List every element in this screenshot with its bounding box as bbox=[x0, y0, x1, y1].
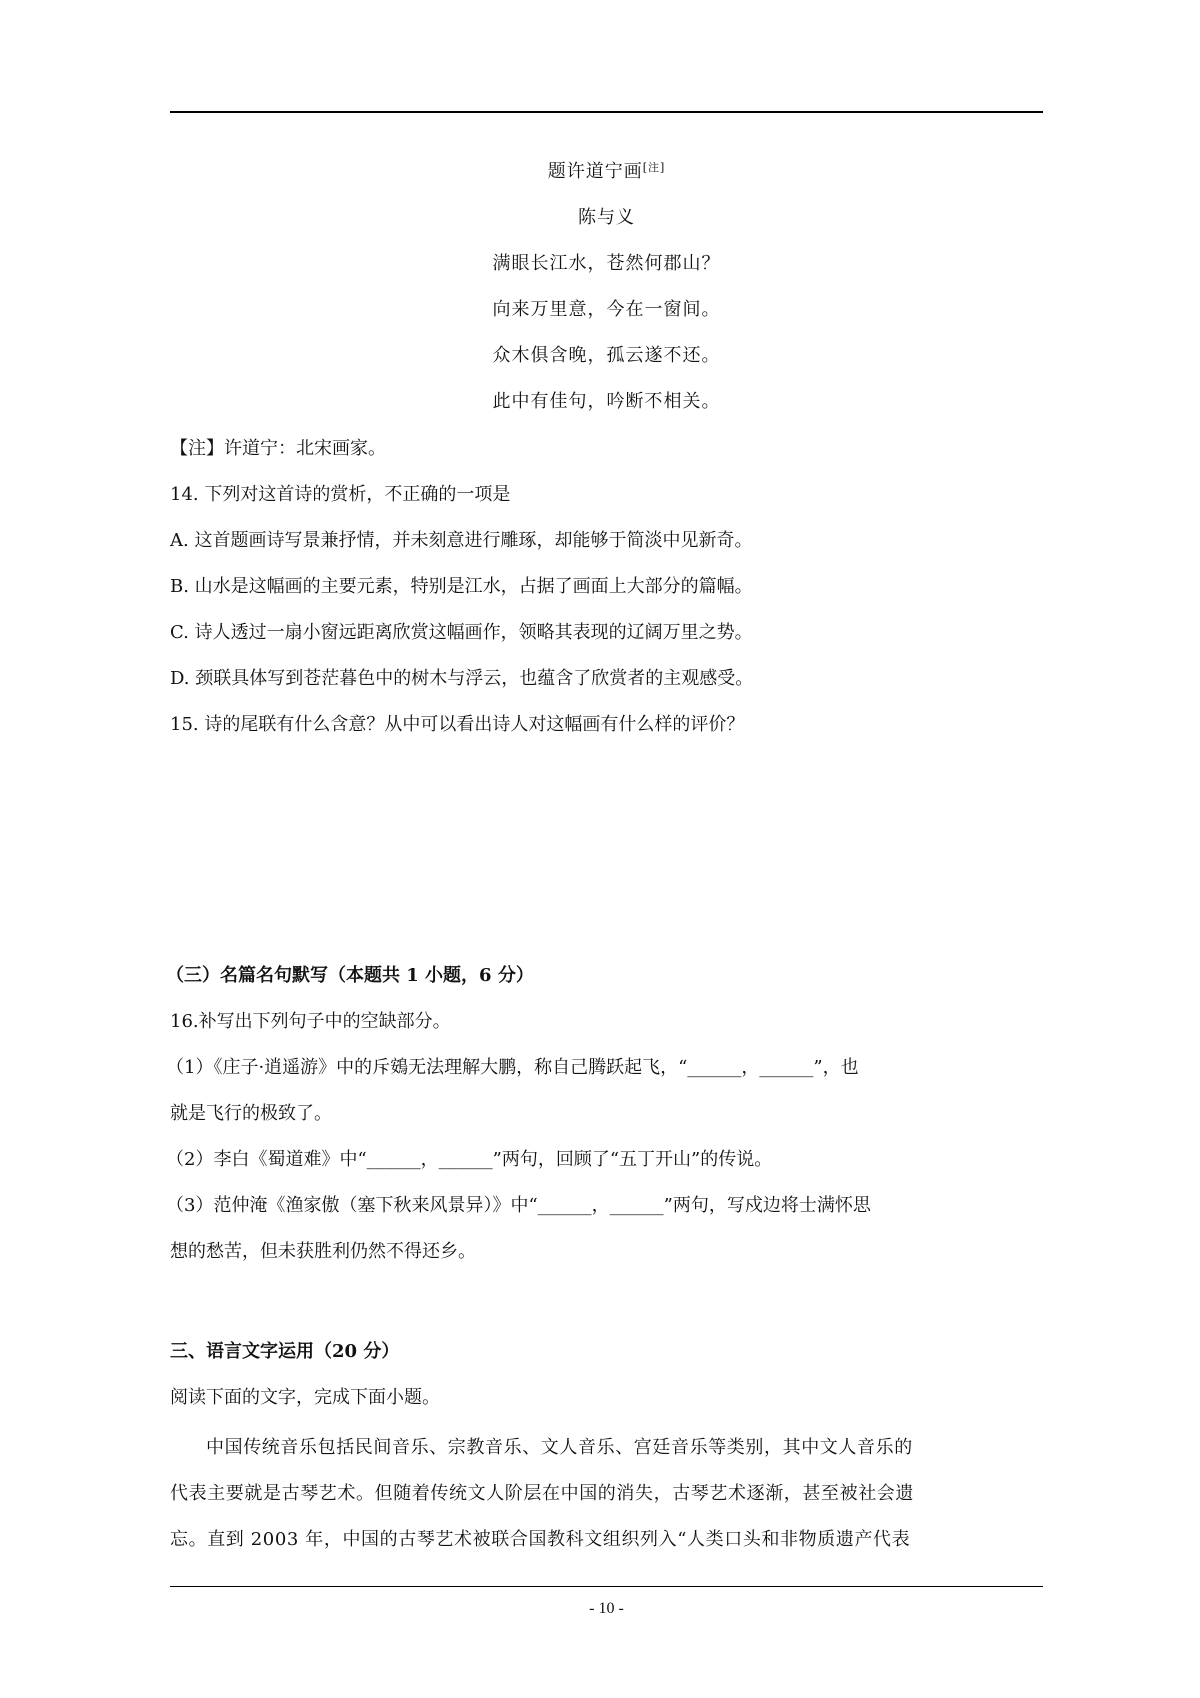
section-heading-recitation: （三）名篇名句默写（本题共 1 小题，6 分） bbox=[166, 965, 534, 986]
passage-line: 中国传统音乐包括民间音乐、宗教音乐、文人音乐、宫廷音乐等类别，其中文人音乐的 bbox=[206, 1437, 913, 1458]
poem-line: 众木俱含晚，孤云遂不还。 bbox=[492, 345, 721, 366]
question-14-stem: 14. 下列对这首诗的赏析，不正确的一项是 bbox=[170, 484, 511, 505]
poem-title-text: 题许道宁画 bbox=[547, 161, 643, 182]
poem-line: 满眼长江水，苍然何郡山？ bbox=[492, 253, 721, 274]
page-number: - 10 - bbox=[589, 1600, 624, 1617]
poem-title-note: [注] bbox=[642, 161, 666, 174]
question-16-item-1: （1）《庄子·逍遥游》中的斥鴳无法理解大鹏，称自己腾跃起飞，“______，______”，也 bbox=[166, 1057, 859, 1078]
question-16-item-2: （2）李白《蜀道难》中“______，______”两句，回顾了“五丁开山”的传说。 bbox=[166, 1149, 773, 1170]
part-heading-language-use: 三、语言文字运用（20 分） bbox=[170, 1341, 400, 1362]
question-14-option-d: D. 颈联具体写到苍茫暮色中的树木与浮云，也蕴含了欣赏者的主观感受。 bbox=[170, 668, 754, 689]
question-14-option-c: C. 诗人透过一扇小窗远距离欣赏这幅画作，领略其表现的辽阔万里之势。 bbox=[170, 622, 753, 643]
question-16-item-3-cont: 想的愁苦，但未获胜利仍然不得还乡。 bbox=[170, 1241, 476, 1262]
passage-line: 代表主要就是古琴艺术。但随着传统文人阶层在中国的消失，古琴艺术逐渐，甚至被社会遗 bbox=[170, 1483, 914, 1504]
poem-author: 陈与义 bbox=[578, 207, 635, 228]
question-14-option-b: B. 山水是这幅画的主要元素，特别是江水，占据了画面上大部分的篇幅。 bbox=[170, 576, 753, 597]
poem-footnote: 【注】许道宁：北宋画家。 bbox=[170, 438, 386, 459]
poem-line: 向来万里意，今在一窗间。 bbox=[492, 299, 721, 320]
question-16-item-3: （3）范仲淹《渔家傲（塞下秋来风景异）》中“______，______”两句，写戍边将士满怀思 bbox=[166, 1195, 871, 1216]
question-16-stem: 16.补写出下列句子中的空缺部分。 bbox=[170, 1011, 451, 1032]
question-15-stem: 15. 诗的尾联有什么含意？从中可以看出诗人对这幅画有什么样的评价？ bbox=[170, 714, 745, 735]
header-rule bbox=[170, 111, 1043, 113]
question-16-item-1-cont: 就是飞行的极致了。 bbox=[170, 1103, 332, 1124]
passage-line: 忘。直到 2003 年，中国的古琴艺术被联合国教科文组织列入“人类口头和非物质遗产代表 bbox=[170, 1529, 911, 1550]
poem-title bbox=[170, 160, 1043, 184]
question-14-option-a: A. 这首题画诗写景兼抒情，并未刻意进行雕琢，却能够于简淡中见新奇。 bbox=[170, 530, 753, 551]
footer-rule bbox=[170, 1586, 1043, 1587]
poem-line: 此中有佳句，吟断不相关。 bbox=[492, 391, 721, 412]
reading-instruction: 阅读下面的文字，完成下面小题。 bbox=[170, 1387, 440, 1408]
